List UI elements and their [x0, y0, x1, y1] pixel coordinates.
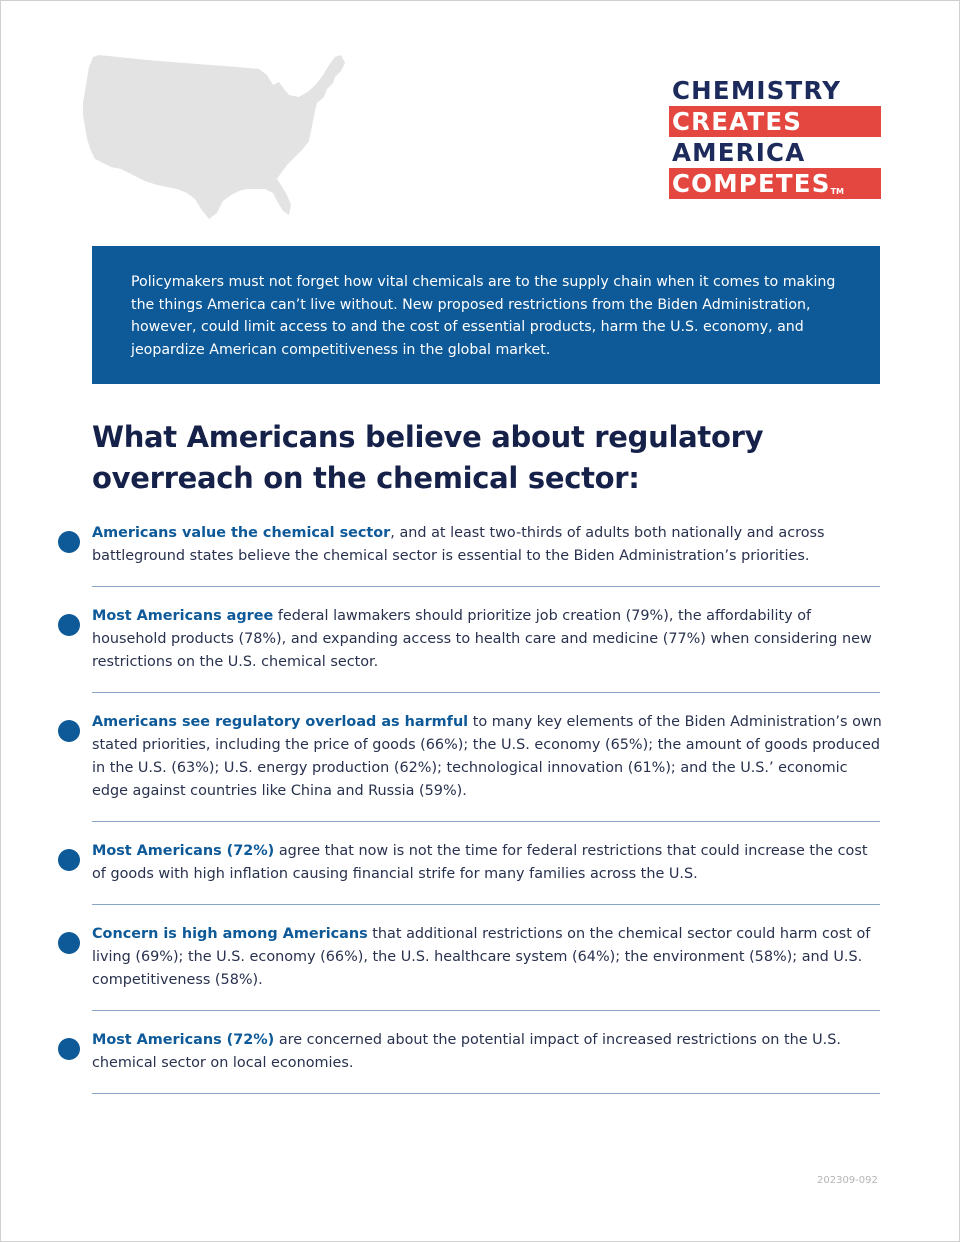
finding-lead: Most Americans (72%): [92, 843, 275, 859]
document-code: 202309-092: [817, 1175, 878, 1186]
bullet-icon: [58, 614, 80, 636]
page-headline: What Americans believe about regulatory overreach on the chemical sector:: [92, 420, 764, 495]
divider: [92, 586, 880, 587]
finding-body: federal lawmakers should prioritize job creation (79%), the affordability of household products (78%), and expanding access to health care and medicine (77%) when considering new restrictions on the U.S. chemical sector.: [92, 608, 872, 670]
finding-text: [92, 840, 882, 886]
divider: [92, 821, 880, 822]
bullet-icon: [58, 849, 80, 871]
finding-lead: Concern is high among Americans: [92, 926, 368, 942]
bullet-icon: [58, 1038, 80, 1060]
bullet-icon: [58, 531, 80, 553]
bullet-icon: [58, 932, 80, 954]
finding-text: [92, 923, 882, 992]
finding-body: , and at least two-thirds of adults both nationally and across battleground states believe the chemical sector is essential to the Biden Administration’s priorities.: [92, 525, 825, 564]
finding-body: agree that now is not the time for federal restrictions that could increase the cost of goods with high inflation causing financial strife for many families across the U.S.: [92, 843, 868, 882]
chemistry-creates-america-competes-logo: [669, 75, 881, 199]
finding-text: [92, 522, 882, 568]
finding-lead: Most Americans (72%): [92, 1032, 275, 1048]
finding-text: [92, 711, 882, 803]
trademark-mark: TM: [830, 187, 844, 196]
logo-line-america: AMERICA: [672, 138, 806, 167]
divider: [92, 1010, 880, 1011]
logo-line-competes: [669, 168, 881, 199]
finding-body: to many key elements of the Biden Administration’s own stated priorities, including the price of goods (66%); the U.S. economy (65%); the amount of goods produced in the U.S. (63%); U.S. energy production (62%); technological innovation (61%); and the U.S.’ economic edge against countries like China and Russia (59%).: [92, 714, 882, 799]
us-map-icon: [77, 49, 349, 221]
logo-competes-text: COMPETES: [672, 169, 831, 198]
finding-lead: Americans see regulatory overload as harmful: [92, 714, 469, 730]
finding-text: [92, 605, 882, 674]
logo-line-creates: CREATES: [669, 106, 881, 137]
intro-callout-box: [92, 246, 880, 384]
divider: [92, 692, 880, 693]
finding-body: are concerned about the potential impact of increased restrictions on the U.S. chemical sector on local economies.: [92, 1032, 841, 1071]
logo-line-chemistry: CHEMISTRY: [672, 76, 842, 105]
finding-body: that additional restrictions on the chemical sector could harm cost of living (69%); the U.S. economy (66%), the U.S. healthcare system (64%); the environment (58%); and U.S. competitiveness (58%).: [92, 926, 871, 988]
divider: [92, 904, 880, 905]
intro-text: Policymakers must not forget how vital chemicals are to the supply chain when it comes to making the things America can’t live without. New proposed restrictions from the Biden Administration, however, could limit access to and the cost of essential products, harm the U.S. economy, and jeopardize American competitiveness in the global market.: [131, 274, 836, 359]
finding-lead: Americans value the chemical sector: [92, 525, 391, 541]
bullet-icon: [58, 720, 80, 742]
divider: [92, 1093, 880, 1094]
finding-text: [92, 1029, 882, 1075]
finding-lead: Most Americans agree: [92, 608, 274, 624]
